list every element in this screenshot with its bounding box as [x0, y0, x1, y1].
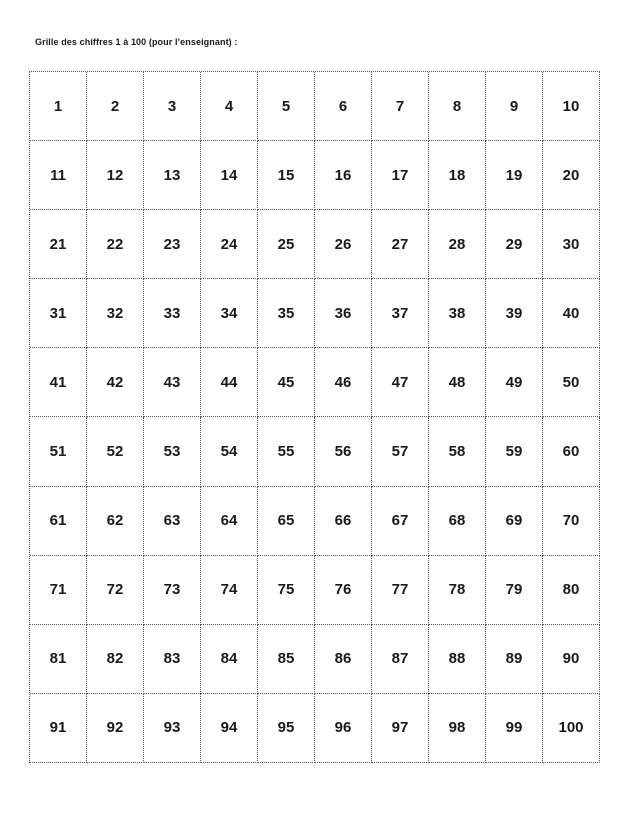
grid-cell: 59: [486, 417, 543, 486]
grid-cell: 54: [201, 417, 258, 486]
grid-cell: 64: [201, 487, 258, 556]
grid-cell: 94: [201, 694, 258, 763]
grid-cell: 11: [30, 141, 87, 210]
grid-cell: 25: [258, 210, 315, 279]
grid-cell: 62: [87, 487, 144, 556]
grid-cell: 83: [144, 625, 201, 694]
grid-cell: 80: [543, 556, 600, 625]
grid-cell: 26: [315, 210, 372, 279]
page-title: Grille des chiffres 1 à 100 (pour l’enseignant) :: [35, 37, 238, 47]
grid-cell: 13: [144, 141, 201, 210]
grid-cell: 77: [372, 556, 429, 625]
grid-cell: 44: [201, 348, 258, 417]
grid-cell: 66: [315, 487, 372, 556]
grid-cell: 10: [543, 72, 600, 141]
grid-cell: 52: [87, 417, 144, 486]
grid-cell: 38: [429, 279, 486, 348]
grid-cell: 74: [201, 556, 258, 625]
grid-cell: 79: [486, 556, 543, 625]
grid-cell: 49: [486, 348, 543, 417]
grid-cell: 84: [201, 625, 258, 694]
grid-cell: 36: [315, 279, 372, 348]
grid-cell: 6: [315, 72, 372, 141]
grid-cell: 53: [144, 417, 201, 486]
grid-cell: 27: [372, 210, 429, 279]
grid-cell: 17: [372, 141, 429, 210]
grid-cell: 5: [258, 72, 315, 141]
grid-cell: 33: [144, 279, 201, 348]
grid-cell: 90: [543, 625, 600, 694]
grid-cell: 20: [543, 141, 600, 210]
grid-cell: 75: [258, 556, 315, 625]
grid-cell: 96: [315, 694, 372, 763]
grid-cell: 22: [87, 210, 144, 279]
grid-cell: 19: [486, 141, 543, 210]
grid-cell: 78: [429, 556, 486, 625]
grid-cell: 93: [144, 694, 201, 763]
grid-cell: 21: [30, 210, 87, 279]
grid-cell: 82: [87, 625, 144, 694]
grid-cell: 85: [258, 625, 315, 694]
grid-cell: 18: [429, 141, 486, 210]
grid-cell: 37: [372, 279, 429, 348]
grid-cell: 41: [30, 348, 87, 417]
grid-cell: 95: [258, 694, 315, 763]
grid-cell: 35: [258, 279, 315, 348]
grid-cell: 67: [372, 487, 429, 556]
grid-cell: 92: [87, 694, 144, 763]
grid-cell: 43: [144, 348, 201, 417]
grid-cell: 28: [429, 210, 486, 279]
grid-cell: 56: [315, 417, 372, 486]
grid-cell: 47: [372, 348, 429, 417]
grid-cell: 89: [486, 625, 543, 694]
grid-cell: 81: [30, 625, 87, 694]
grid-cell: 3: [144, 72, 201, 141]
grid-cell: 24: [201, 210, 258, 279]
grid-cell: 87: [372, 625, 429, 694]
grid-cell: 68: [429, 487, 486, 556]
grid-cell: 69: [486, 487, 543, 556]
grid-cell: 4: [201, 72, 258, 141]
grid-cell: 23: [144, 210, 201, 279]
grid-cell: 42: [87, 348, 144, 417]
grid-cell: 88: [429, 625, 486, 694]
grid-cell: 29: [486, 210, 543, 279]
grid-cell: 97: [372, 694, 429, 763]
grid-cell: 70: [543, 487, 600, 556]
grid-cell: 46: [315, 348, 372, 417]
grid-cell: 76: [315, 556, 372, 625]
grid-cell: 100: [543, 694, 600, 763]
grid-cell: 57: [372, 417, 429, 486]
grid-cell: 39: [486, 279, 543, 348]
grid-cell: 86: [315, 625, 372, 694]
grid-cell: 98: [429, 694, 486, 763]
grid-cell: 45: [258, 348, 315, 417]
grid-cell: 61: [30, 487, 87, 556]
grid-cell: 40: [543, 279, 600, 348]
grid-cell: 12: [87, 141, 144, 210]
grid-cell: 48: [429, 348, 486, 417]
grid-cell: 71: [30, 556, 87, 625]
grid-cell: 60: [543, 417, 600, 486]
grid-cell: 9: [486, 72, 543, 141]
grid-cell: 30: [543, 210, 600, 279]
grid-cell: 63: [144, 487, 201, 556]
number-grid: [29, 71, 600, 763]
grid-cell: 16: [315, 141, 372, 210]
grid-cell: 1: [30, 72, 87, 141]
grid-cell: 34: [201, 279, 258, 348]
grid-cell: 2: [87, 72, 144, 141]
grid-cell: 8: [429, 72, 486, 141]
grid-cell: 14: [201, 141, 258, 210]
grid-cell: 99: [486, 694, 543, 763]
grid-cell: 15: [258, 141, 315, 210]
grid-cell: 73: [144, 556, 201, 625]
grid-cell: 50: [543, 348, 600, 417]
grid-cell: 91: [30, 694, 87, 763]
grid-cell: 31: [30, 279, 87, 348]
grid-cell: 72: [87, 556, 144, 625]
grid-cell: 65: [258, 487, 315, 556]
grid-cell: 58: [429, 417, 486, 486]
grid-cell: 55: [258, 417, 315, 486]
grid-cell: 32: [87, 279, 144, 348]
grid-cell: 7: [372, 72, 429, 141]
grid-cell: 51: [30, 417, 87, 486]
